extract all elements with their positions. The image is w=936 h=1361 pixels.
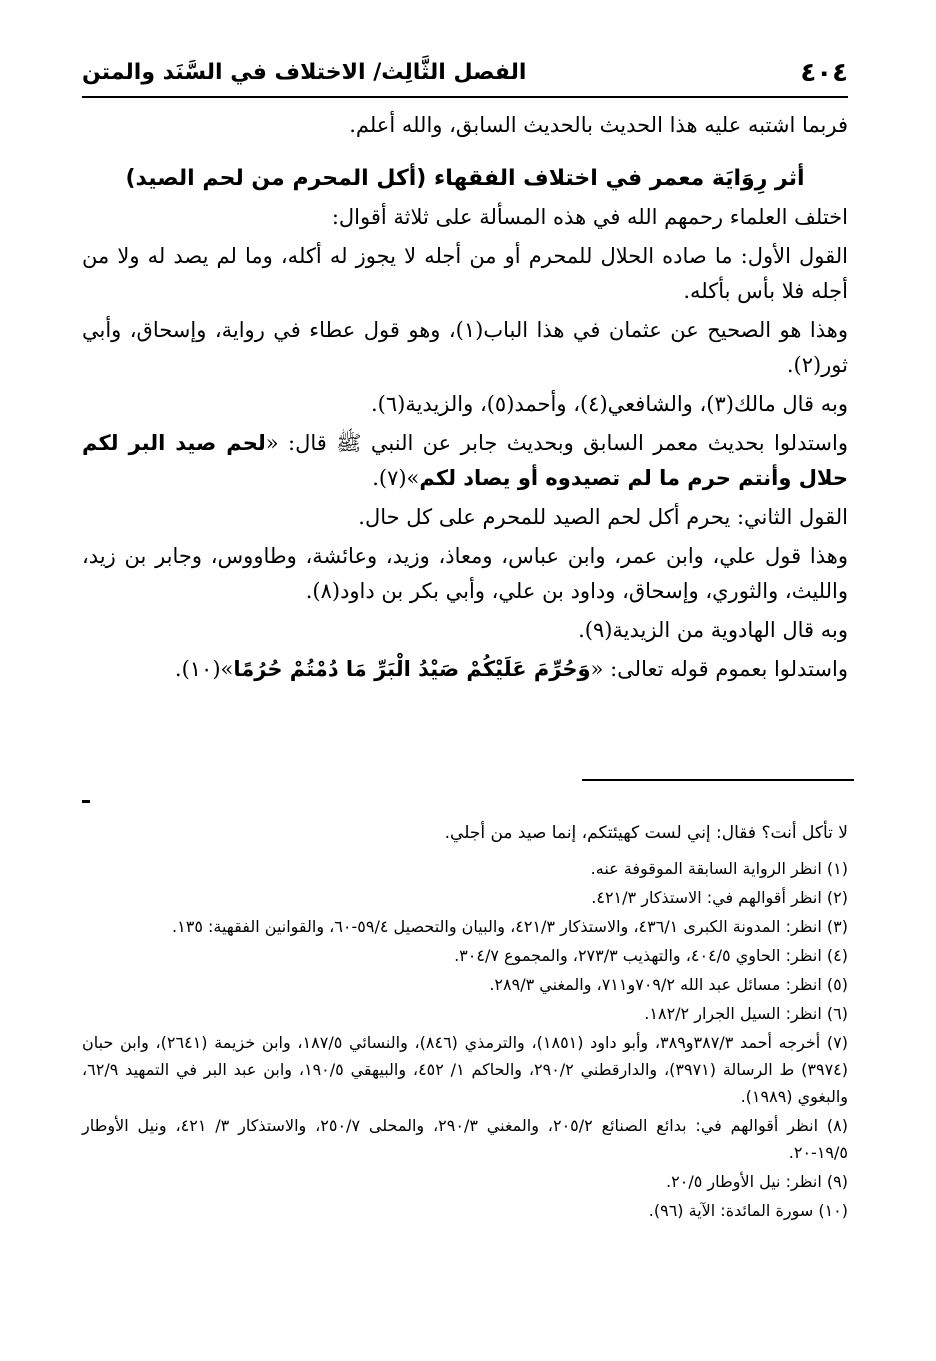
footnote: (٩) انظر: نيل الأوطار ٢٠/٥. xyxy=(666,1172,848,1191)
running-head: الفصل الثَّالِث/ الاختلاف في السَّنَد والمتن xyxy=(82,60,527,85)
paragraph: وبه قال مالك(٣)، والشافعي(٤)، وأحمد(٥)، والزيدية(٦). xyxy=(370,392,848,416)
paragraph-text: واستدلوا بعموم قوله تعالى: « xyxy=(590,657,848,681)
paragraph-text: »(٧). xyxy=(372,466,420,490)
paragraph xyxy=(82,652,848,687)
header-rule xyxy=(82,96,848,98)
paragraph-text: واستدلوا بحديث معمر السابق وبحديث جابر عن النبي ﷺ قال: « xyxy=(265,431,848,455)
paragraph: اختلف العلماء رحمهم الله في هذه المسألة على ثلاثة أقوال: xyxy=(331,205,848,229)
hadith-text: لحم صيد البر لكم حلال وأنتم حرم ما لم تصيدوه أو يصاد لكم xyxy=(82,431,848,490)
footnote: (١) انظر الرواية السابقة الموقوفة عنه. xyxy=(590,859,848,878)
footnote-continuation-mark xyxy=(82,800,90,803)
footnote: (٢) انظر أقوالهم في: الاستذكار ٤٢١/٣. xyxy=(591,888,848,907)
quran-verse: وَحُرِّمَ عَلَيْكُمْ صَيْدُ الْبَرِّ مَا دُمْتُمْ حُرُمًا xyxy=(233,657,591,681)
footnote: (٥) انظر: مسائل عبد الله ٧٠٩/٢و٧١١، والمغني ٢٨٩/٣. xyxy=(489,975,848,994)
section-heading: أثر رِوَايَة معمر في اختلاف الفقهاء (أكل المحرم من لحم الصيد) xyxy=(125,166,805,191)
paragraph xyxy=(82,426,848,496)
page-number: ٤٠٤ xyxy=(800,58,848,88)
footnote: (٣) انظر: المدونة الكبرى ٤٣٦/١، والاستذكار ٤٢١/٣، والبيان والتحصيل ٥٩/٤-٦٠، والقوانين الفقهية: ١٣٥. xyxy=(172,917,848,936)
paragraph-text: »(١٠). xyxy=(174,657,234,681)
footnote: (٤) انظر: الحاوي ٤٠٤/٥، والتهذيب ٢٧٣/٣، والمجموع ٣٠٤/٧. xyxy=(454,946,848,965)
paragraph: فربما اشتبه عليه هذا الحديث بالحديث السابق، والله أعلم. xyxy=(349,113,848,137)
footnotes xyxy=(82,820,848,1226)
paragraph: القول الثاني: يحرم أكل لحم الصيد للمحرم على كل حال. xyxy=(358,505,848,529)
footnote: (١٠) سورة المائدة: الآية (٩٦). xyxy=(648,1201,848,1220)
paragraph: وهذا قول علي، وابن عمر، وابن عباس، ومعاذ، وزيد، وعائشة، وطاووس، وجابر بن زيد، والليث، والثوري، وإسحاق، وداود بن علي، وأبي بكر بن داود(٨). xyxy=(82,544,849,603)
paragraph: القول الأول: ما صاده الحلال للمحرم أو من أجله لا يجوز له أكله، وما لم يصد له ولا من أجله فلا بأس بأكله. xyxy=(82,244,848,303)
page-header xyxy=(82,58,848,94)
footnote: (٦) انظر: السيل الجرار ١٨٢/٢. xyxy=(644,1004,848,1023)
paragraph: وهذا هو الصحيح عن عثمان في هذا الباب(١)، وهو قول عطاء في رواية، وإسحاق، وأبي ثور(٢). xyxy=(82,318,848,377)
footnote: (٨) انظر أقوالهم في: بدائع الصنائع ٢٠٥/٢، والمغني ٢٩٠/٣، والمحلى ٢٥٠/٧، والاستذكار ٣/ ٤٢١، ونيل الأوطار ١٩/٥-٢٠. xyxy=(82,1116,848,1162)
footnote-separator xyxy=(582,779,854,781)
paragraph: وبه قال الهادوية من الزيدية(٩). xyxy=(578,618,848,642)
footnote: (٧) أخرجه أحمد ٣٨٧/٣و٣٨٩، وأبو داود (١٨٥١)، والترمذي (٨٤٦)، والنسائي ١٨٧/٥، وابن خزيمة (٢٦٤١)، وابن حبان (٣٩٧٤) ط الرسالة (٣٩٧١)، والدارقطني ٢٩٠/٢، والحاكم ١/ ٤٥٢، والبيهقي ١٩٠/٥، وابن عبد البر في التمهيد ٦٢/٩، والبغوي (١٩٨٩). xyxy=(82,1033,849,1106)
footnote-continued: لا تأكل أنت؟ فقال: إني لست كهيئتكم، إنما صيد من أجلي. xyxy=(444,823,848,843)
main-text xyxy=(82,108,848,691)
